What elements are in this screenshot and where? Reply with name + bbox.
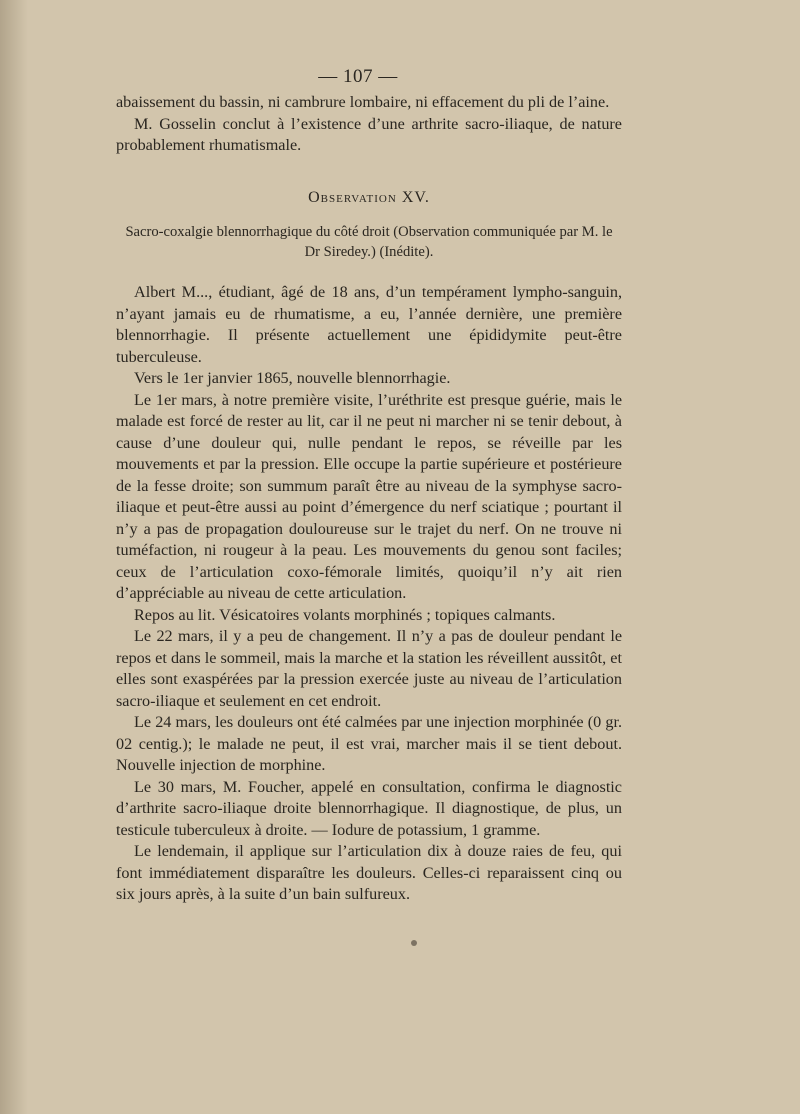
page-gutter-shadow bbox=[0, 0, 28, 1114]
paragraph: Albert M..., étudiant, âgé de 18 ans, d’un tempérament lympho-sanguin, n’ayant jamais eu de rhumatisme, a eu, l’année dernière, une première blennorrhagie. Il présente actuellement une épididymite peut-être tuberculeuse. bbox=[116, 283, 622, 366]
paragraph: Le 1er mars, à notre première visite, l’uréthrite est presque guérie, mais le malade est forcé de rester au lit, car il ne peut ni marcher ni se tenir debout, à cause d’une douleur qui, nulle pendant le repos, se réveille par les mouvements et par la pression. Elle occupe la partie supérieure et postérieure de la fesse droite; son summum paraît être au niveau de la symphyse sacro-iliaque et peut-être aussi au point d’émergence du nerf sciatique ; pourtant il n’y a pas de propagation douloureuse sur le trajet du nerf. On ne trouve ni tuméfaction, ni rougeur à la peau. Les mouvements du genou sont faciles; ceux de l’articulation coxo-fémorale limités, quoiqu’il n’y ait rien d’appréciable au niveau de cette articulation. bbox=[116, 390, 622, 602]
paragraph: Le 22 mars, il y a peu de changement. Il n’y a pas de douleur pendant le repos et dans le sommeil, mais la marche et la station les réveillent aussitôt, et elles sont exaspérées par la pression exercée juste au niveau de l’articulation sacro-iliaque et seulement en cet endroit. bbox=[116, 627, 622, 710]
page-text-block bbox=[116, 92, 622, 906]
observation-title: Observation XV. bbox=[308, 188, 430, 206]
paragraph: M. Gosselin conclut à l’existence d’une arthrite sacro-iliaque, de nature probablement rhumatismale. bbox=[116, 114, 622, 154]
ink-spot bbox=[411, 940, 417, 946]
paragraph: Le lendemain, il applique sur l’articulation dix à douze raies de feu, qui font immédiatement disparaître les douleurs. Celles-ci reparaissent cinq ou six jours après, à la suite d’un bain sulfureux. bbox=[116, 842, 622, 903]
observation-subtitle: Sacro-coxalgie blennorrhagique du côté droit (Observation communiquée par M. le Dr Siredey.) (Inédite). bbox=[125, 224, 613, 260]
paragraph: Le 30 mars, M. Foucher, appelé en consultation, confirma le diagnostic d’arthrite sacro-iliaque droite blennorrhagique. Il diagnostique, de plus, un testicule tuberculeux à droite. — Iodure de potassium, 1 gramme. bbox=[116, 777, 622, 839]
paragraph: abaissement du bassin, ni cambrure lombaire, ni effacement du pli de l’aine. bbox=[116, 93, 610, 111]
paragraph: Vers le 1er janvier 1865, nouvelle blennorrhagie. bbox=[134, 369, 451, 387]
paragraph: Le 24 mars, les douleurs ont été calmées par une injection morphinée (0 gr. 02 centig.); le malade ne peut, il est vrai, marcher mais il se tient debout. Nouvelle injection de morphine. bbox=[116, 713, 622, 774]
paragraph: Repos au lit. Vésicatoires volants morphinés ; topiques calmants. bbox=[134, 605, 556, 624]
page-number: — 107 — bbox=[318, 66, 398, 87]
